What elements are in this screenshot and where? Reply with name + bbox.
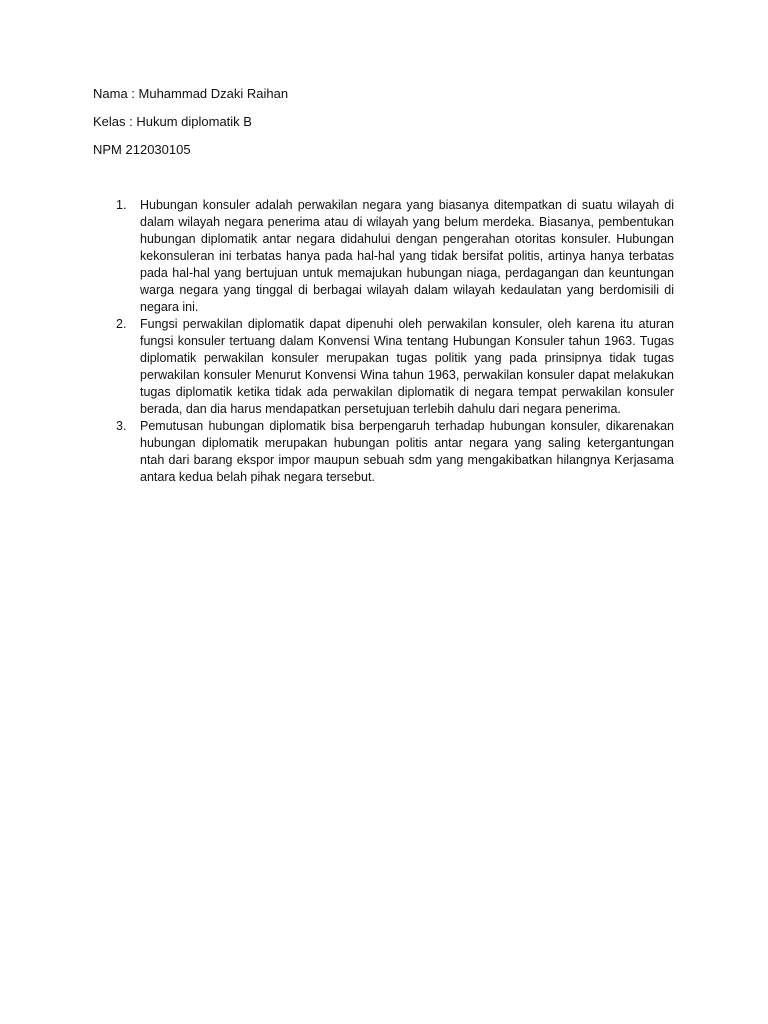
student-npm-line: NPM 212030105: [93, 142, 191, 157]
answer-list: [116, 197, 674, 486]
answer-number: 3.: [116, 419, 127, 433]
student-info-header: [93, 86, 693, 170]
answer-text: Fungsi perwakilan diplomatik dapat dipenuhi oleh perwakilan konsuler, oleh karena itu aturan fungsi konsuler tertuang dalam Konvensi Wina tentang Hubungan Konsuler tahun 1963. Tugas diplomatik perwakilan konsuler merupakan tugas politik yang pada prinsipnya tidak tugas perwakilan konsuler Menurut Konvensi Wina tahun 1963, perwakilan konsuler dapat melakukan tugas diplomatik ketika tidak ada perwakilan diplomatik di negara tempat perwakilan konsuler berada, dan dia harus mendapatkan persetujuan terlebih dahulu dari negara penerima.: [140, 317, 674, 416]
answer-text: Hubungan konsuler adalah perwakilan negara yang biasanya ditempatkan di suatu wilayah di dalam wilayah negara penerima atau di wilayah yang belum merdeka. Biasanya, pembentukan hubungan diplomatik antar negara didahului dengan pengerahan otoritas konsuler. Hubungan kekonsuleran ini terbatas hanya pada hal-hal yang tidak bersifat politis, artinya hanya terbatas pada hal-hal yang bertujuan untuk memajukan hubungan niaga, perdagangan dan keuntungan warga negara yang tinggal di berbagai wilayah dalam wilayah kedaulatan yang berdomisili di negara ini.: [140, 198, 674, 314]
answer-number: 1.: [116, 198, 127, 212]
answer-item-2: [116, 316, 674, 418]
student-name-line: Nama : Muhammad Dzaki Raihan: [93, 86, 289, 101]
answer-item-1: [116, 197, 674, 316]
answer-text: Pemutusan hubungan diplomatik bisa berpengaruh terhadap hubungan konsuler, dikarenakan hubungan diplomatik merupakan hubungan politis antar negara yang saling ketergantungan ntah dari barang ekspor impor maupun sebuah sdm yang mengakibatkan hilangnya Kerjasama antara kedua belah pihak negara tersebut.: [140, 419, 674, 484]
answer-item-3: [116, 418, 674, 486]
student-class-line: Kelas : Hukum diplomatik B: [93, 114, 252, 129]
answer-number: 2.: [116, 317, 127, 331]
